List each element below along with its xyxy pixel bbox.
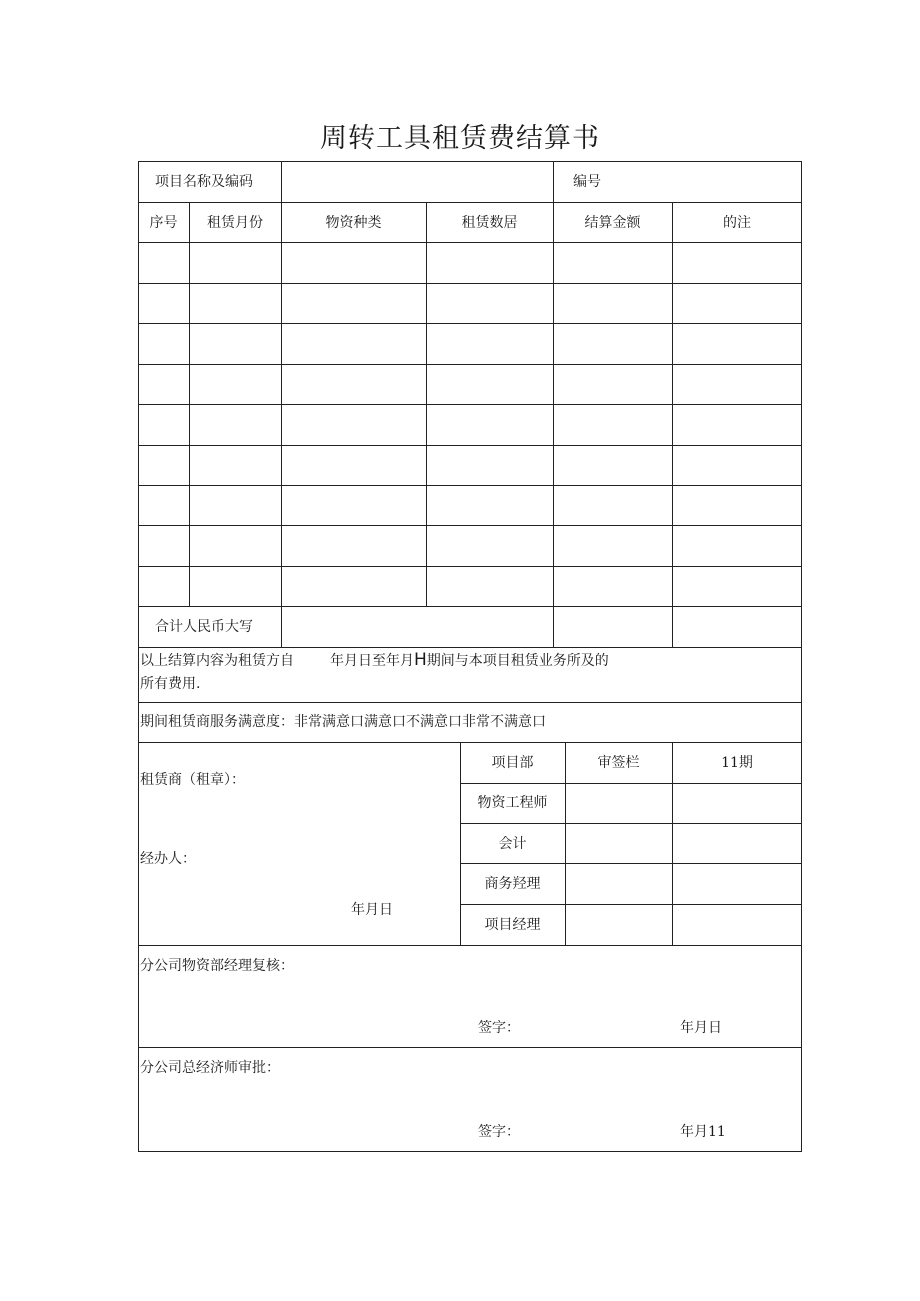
- approval-role: 物资工程师: [477, 795, 548, 811]
- col-divider: [553, 161, 554, 202]
- row-divider: [138, 1047, 802, 1048]
- project-name-label: 项目名称及编码: [155, 174, 253, 190]
- row-divider: [138, 445, 802, 446]
- economist-label: 分公司总经济师审批：: [140, 1060, 280, 1076]
- row-divider: [138, 525, 802, 526]
- col-divider: [672, 202, 673, 647]
- approval-role: 项目经理: [484, 917, 541, 933]
- row-divider: [138, 404, 802, 405]
- row-divider: [138, 606, 802, 607]
- page-title: 周转工具租赁费结算书: [320, 123, 600, 154]
- col-divider: [426, 202, 427, 606]
- review-date: 年月日: [680, 1020, 722, 1036]
- statement-part: 期间与本项目租赁业务所及的: [426, 653, 609, 669]
- col-divider: [281, 161, 282, 202]
- column-header: 租赁数居: [461, 215, 518, 231]
- statement-part: H: [414, 650, 427, 670]
- row-divider: [138, 647, 802, 648]
- number-label: 编号: [573, 174, 601, 190]
- row-divider: [460, 783, 802, 784]
- review-label: 分公司物资部经理复核：: [140, 958, 294, 974]
- row-divider: [138, 283, 802, 284]
- row-divider: [460, 863, 802, 864]
- statement-text-line2: 所有费用.: [140, 676, 201, 692]
- col-divider: [672, 742, 673, 945]
- economist-sign: 签字：: [478, 1124, 520, 1140]
- row-divider: [138, 485, 802, 486]
- statement-part: 以上结算内容为租赁方自: [140, 653, 294, 669]
- col-divider: [189, 202, 190, 606]
- column-header: 序号: [149, 215, 178, 231]
- row-divider: [138, 364, 802, 365]
- row-divider: [138, 202, 802, 203]
- approval-header: 项目部: [491, 755, 534, 771]
- column-header: 租赁月份: [207, 215, 263, 231]
- review-sign: 签字：: [478, 1020, 520, 1036]
- lessor-date: 年月日: [351, 902, 393, 918]
- row-divider: [138, 742, 802, 743]
- approval-role: 会计: [498, 836, 527, 852]
- column-header: 结算金额: [584, 215, 641, 231]
- row-divider: [138, 702, 802, 703]
- row-divider: [138, 323, 802, 324]
- column-header: 的注: [723, 215, 751, 231]
- row-divider: [138, 242, 802, 243]
- row-divider: [460, 823, 802, 824]
- row-divider: [138, 945, 802, 946]
- column-header: 物资种类: [325, 215, 382, 231]
- col-divider: [281, 202, 282, 647]
- lessor-seal-label: 租赁商（租章）：: [140, 772, 245, 788]
- col-divider: [553, 202, 554, 647]
- economist-date: 年月11: [680, 1124, 726, 1140]
- satisfaction-checkboxes[interactable]: 期间租赁商服务满意度：非常满意口满意口不满意口非常不满意口: [140, 714, 546, 730]
- approval-role: 商务羟理: [484, 876, 541, 892]
- row-divider: [460, 904, 802, 905]
- col-divider: [565, 742, 566, 945]
- statement-text: [140, 652, 609, 669]
- row-divider: [138, 566, 802, 567]
- total-label: 合计人民币大写: [155, 619, 253, 635]
- approval-header: 审签栏: [597, 755, 640, 771]
- handler-label: 经办人：: [140, 851, 196, 867]
- statement-part: 年月日至年月: [330, 653, 414, 669]
- approval-header: 11期: [721, 755, 753, 771]
